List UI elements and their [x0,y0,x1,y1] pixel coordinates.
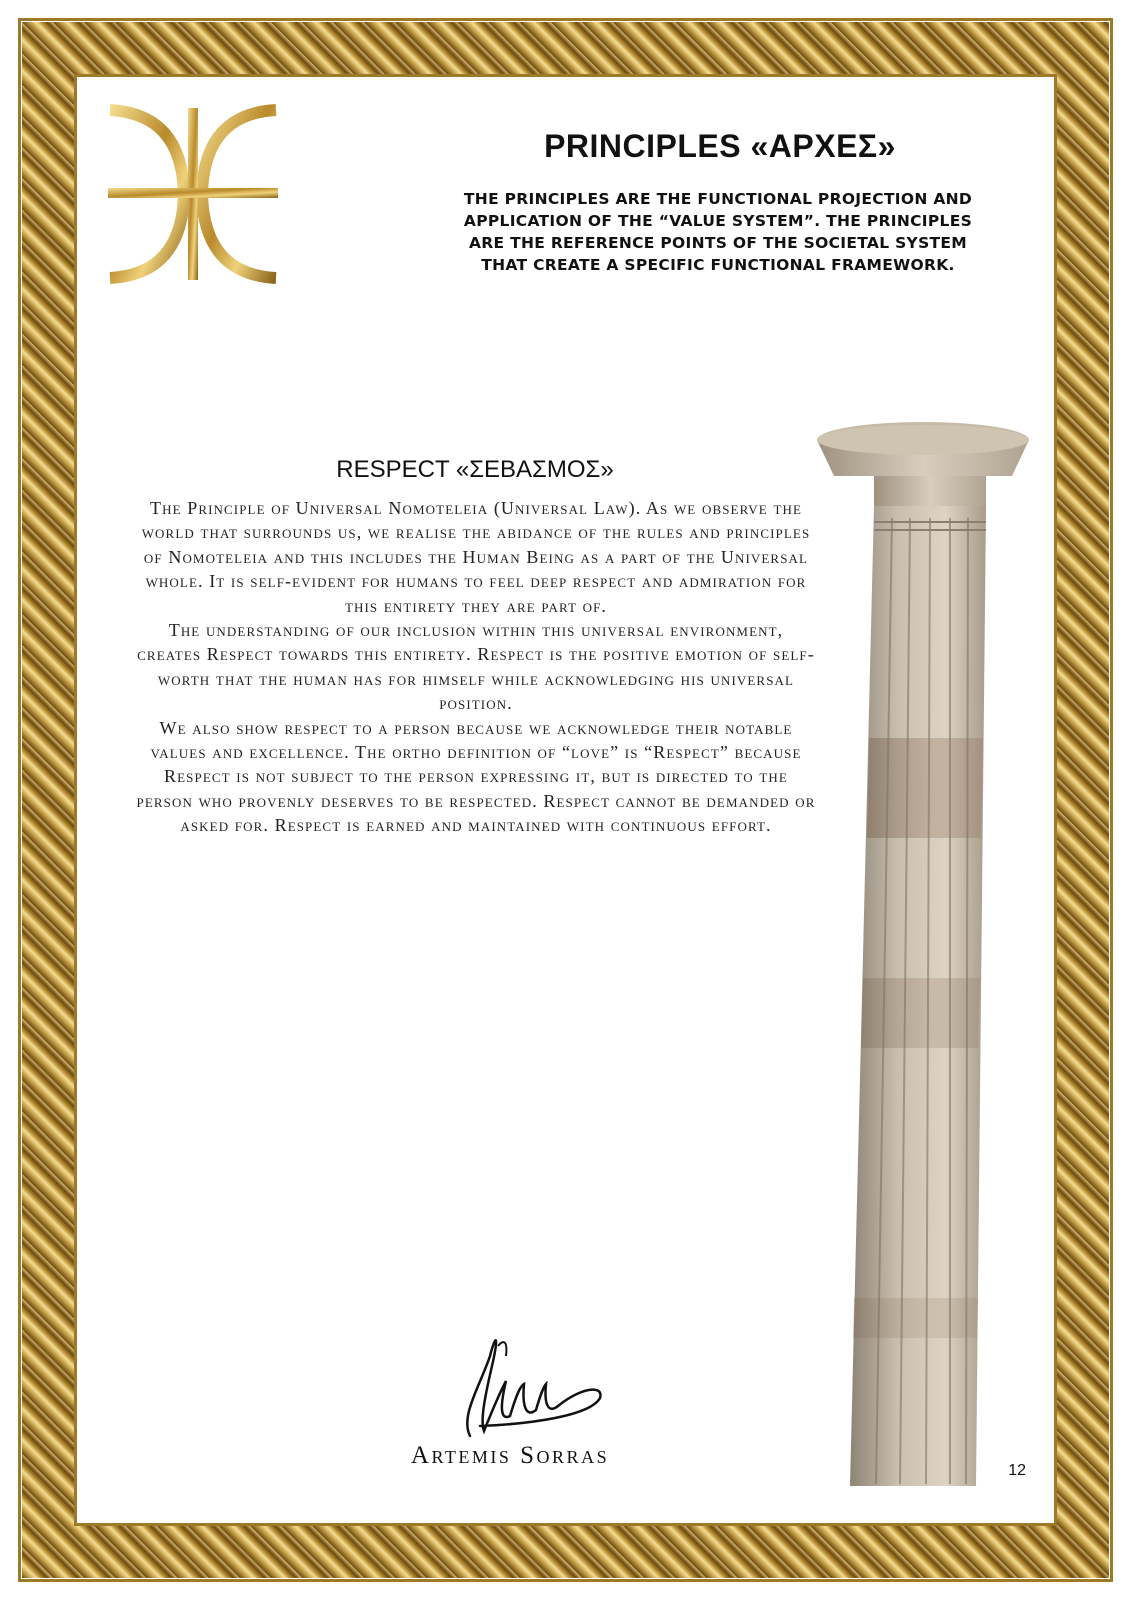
gold-emblem-icon [104,104,282,284]
body-paragraph: The understanding of our inclusion within this universal environment, creates Respect towards this entirety. Respect is the positive emotion of self-worth that the human has for himself while acknowledging his universal position. [137,620,815,714]
section-body [136,496,816,838]
body-paragraph: We also show respect to a person because we acknowledge their notable values and excellence. The ortho definition of “love” is “Respect” because Respect is not subject to the person expressing it, but is directed to the person who provenly deserves to be respected. Respect cannot be demanded or asked for. Respect is earned and maintained with continuous effort. [136,717,816,836]
signature-image [440,1326,610,1444]
body-paragraph: The Principle of Universal Nomoteleia (Universal Law). As we observe the world that surrounds us, we realise the abidance of the rules and principles of Nomoteleia and this includes the Human Being as a part of the Universal whole. It is self-evident for humans to feel deep respect and admiration for this entirety they are part of. [141,498,811,616]
greek-column-image [812,418,1034,1488]
page-subtitle: THE PRINCIPLES ARE THE FUNCTIONAL PROJECTION AND APPLICATION OF THE “VALUE SYSTEM”. THE PRINCIPLES ARE THE REFERENCE POINTS OF THE SOCIETAL SYSTEM THAT CREATE A SPECIFIC FUNCTIONAL FRAMEWORK. [463,190,973,274]
section-title: RESPECT «ΣΕΒΑΣΜΟΣ» [336,456,614,483]
author-name: Artemis Sorras [410,1442,610,1469]
page-title: PRINCIPLES «ΑΡΧΕΣ» [544,128,896,164]
page-number: 12 [1008,1462,1026,1479]
